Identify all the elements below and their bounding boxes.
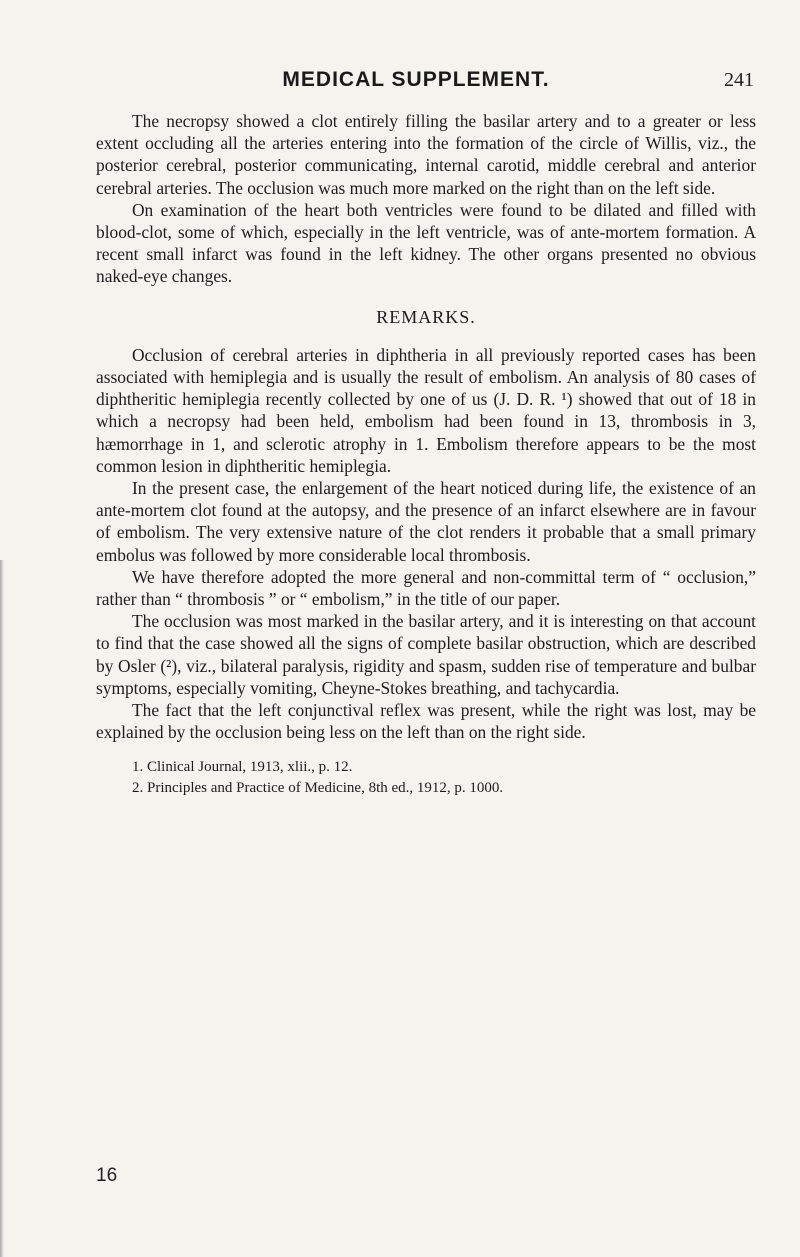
- section-heading-remarks: REMARKS.: [376, 306, 476, 327]
- paragraph-heart-examination: On examination of the heart both ventricles were found to be dilated and filled with blood-clot, some of which, especially in the left ventricle, was of ante-mortem formation. A recent small infarct was found in the left kidney. The other organs presented no obvious naked-eye changes.: [96, 199, 756, 287]
- paragraph-terminology: We have therefore adopted the more general and non-committal term of “ occlusion,” rather than “ thrombosis ” or “ embolism,” in the title of our paper.: [96, 566, 756, 610]
- running-head: MEDICAL SUPPLEMENT.: [282, 68, 550, 91]
- paragraph-conjunctival-reflex: The fact that the left conjunctival reflex was present, while the right was lost, may be explained by the occlusion being less on the left than on the right side.: [96, 700, 756, 743]
- page-number: 241: [724, 69, 754, 91]
- footnote-1: 1. Clinical Journal, 1913, xlii., p. 12.: [132, 759, 353, 776]
- paragraph-basilar-signs: The occlusion was most marked in the basilar artery, and it is interesting on that account to find that the case showed all the signs of complete basilar obstruction, which are described by Osler (²), viz., bilateral paralysis, rigidity and spasm, sudden rise of temperature and bulbar symptoms, especially vomiting, Cheyne-Stokes breathing, and tachycardia.: [96, 611, 756, 698]
- page-body: [96, 110, 756, 799]
- page-header: [76, 68, 756, 98]
- page-edge-shadow: [0, 560, 4, 1257]
- paragraph-present-case: In the present case, the enlargement of the heart noticed during life, the existence of an ante-mortem clot found at the autopsy, and the presence of an infarct elsewhere are in favour of embolism. The very extensive nature of the clot renders it probable that a small primary embolus was followed by more considerable local thrombosis.: [96, 478, 756, 565]
- footnote-2: 2. Principles and Practice of Medicine, 8th ed., 1912, p. 1000.: [132, 780, 504, 797]
- footnotes: [96, 757, 756, 799]
- paragraph-necropsy: The necropsy showed a clot entirely filling the basilar artery and to a greater or less extent occluding all the arteries entering into the formation of the circle of Willis, viz., the posterior cerebral, posterior communicating, internal carotid, middle cerebral and anterior cerebral arteries. The occlusion was much more marked on the right than on the left side.: [96, 111, 756, 198]
- signature-number: 16: [96, 1165, 118, 1186]
- paragraph-occlusion-analysis: Occlusion of cerebral arteries in diphtheria in all previously reported cases has been associated with hemiplegia and is usually the result of embolism. An analysis of 80 cases of diphtheritic hemiplegia recently collected by one of us (J. D. R. ¹) showed that out of 18 in which a necropsy had been held, embolism had been found in 13, thrombosis in 3, hæmorrhage in 1, and sclerotic atrophy in 1. Embolism therefore appears to be the most common lesion in diphtheritic hemiplegia.: [96, 344, 756, 476]
